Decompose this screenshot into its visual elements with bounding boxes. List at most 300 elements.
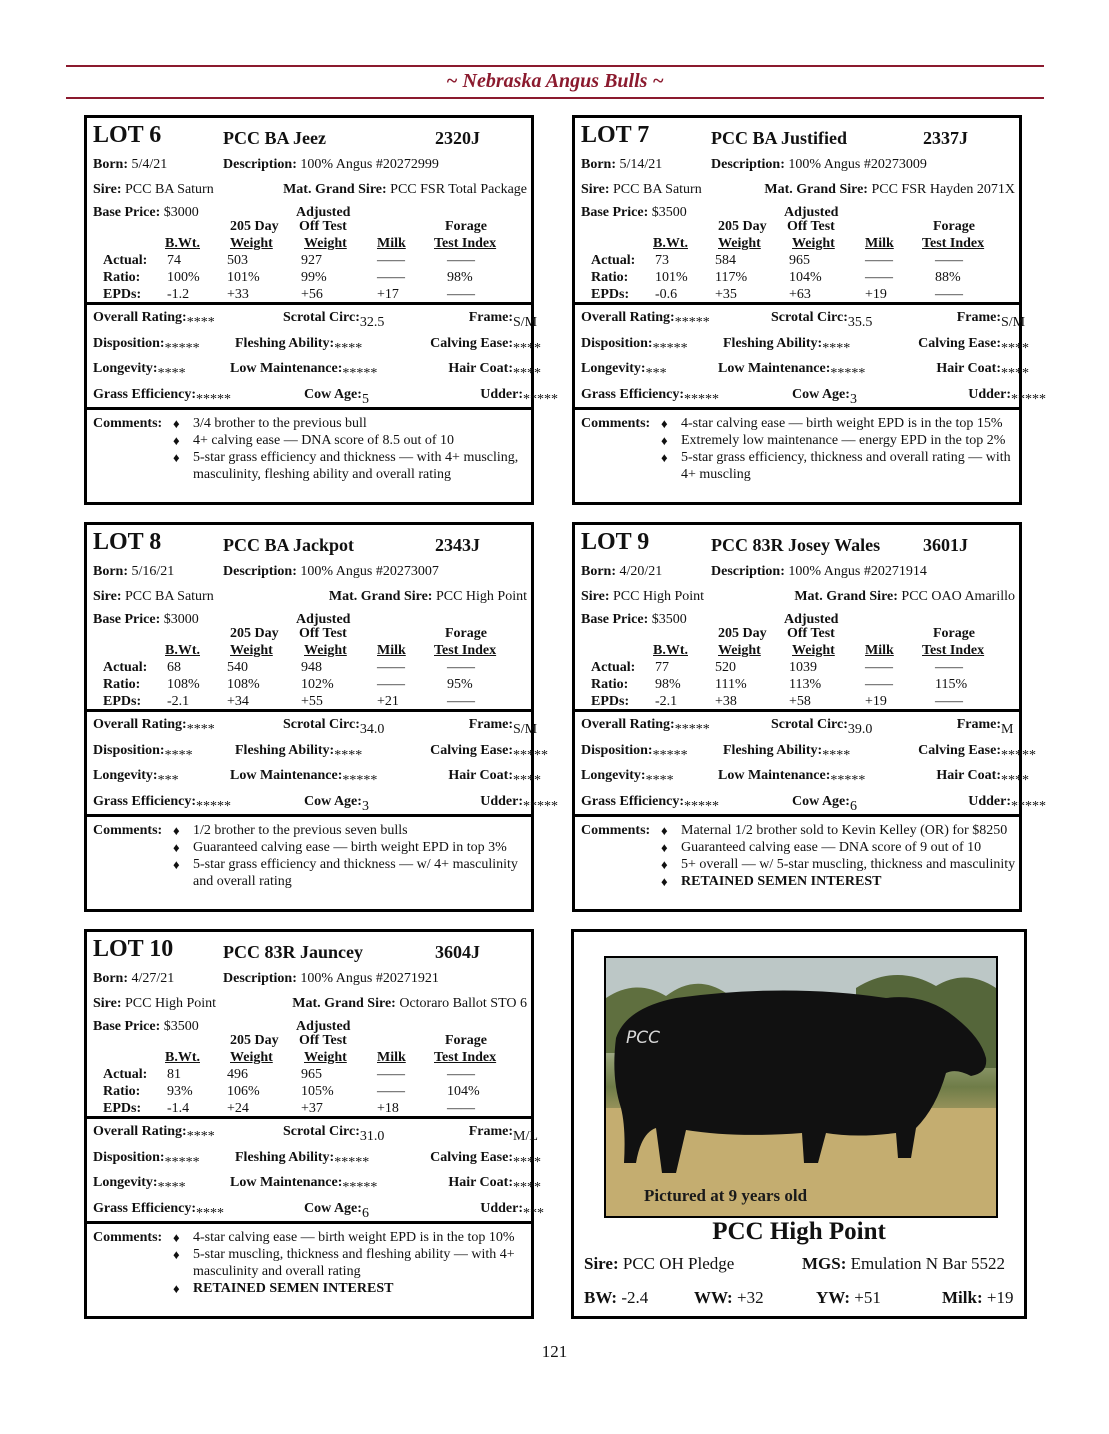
bull-id: 2320J: [435, 128, 480, 148]
col-off-test: Off Test: [787, 626, 835, 641]
cell-actual: ——: [377, 253, 405, 268]
performance-table: [87, 219, 531, 302]
frame: Frame: S/M: [468, 717, 538, 737]
comment-item: ♦ 5-star grass efficiency, thickness and overall rating — with 4+ muscling: [659, 449, 1019, 483]
performance-table: [87, 1033, 531, 1116]
col-test-index: Test Index: [434, 1050, 497, 1065]
lot-header: [87, 525, 531, 559]
col-milk: Milk: [377, 236, 406, 251]
cell-ratio: 108%: [167, 677, 200, 692]
cell-ratio: 113%: [789, 677, 822, 692]
cell-actual: ——: [447, 253, 475, 268]
sire: Sire: PCC BA Saturn: [581, 182, 702, 197]
cell-epds: ——: [447, 1101, 475, 1116]
cell-ratio: 101%: [655, 270, 688, 285]
cell-ratio: 104%: [447, 1084, 480, 1099]
bull-name: PCC 83R Jauncey: [223, 942, 363, 962]
scrotal-circ: Scrotal Circ: 35.5: [771, 310, 873, 330]
mat-grand-sire: Mat. Grand Sire: PCC FSR Hayden 2071X: [764, 182, 1015, 197]
price-row: [575, 202, 1019, 219]
sire: Sire: PCC High Point: [581, 589, 705, 604]
cell-epds: +17: [377, 287, 399, 302]
hair-coat: Hair Coat: ****: [936, 361, 1029, 381]
comment-item: ♦ 5-star grass efficiency and thickness — with 4+ muscling, masculinity, fleshing ability and overall rating: [171, 449, 531, 483]
comment-item: ♦ 4-star calving ease — birth weight EPD is in the top 10%: [171, 1229, 531, 1246]
longevity: Longevity: ***: [93, 768, 179, 788]
rating-row-2: [87, 1145, 541, 1171]
low-maintenance: Low Maintenance: *****: [718, 768, 866, 788]
comments: [575, 410, 1019, 487]
rating-row-2: [575, 331, 1029, 357]
low-maintenance: Low Maintenance: *****: [718, 361, 866, 381]
cell-epds: -2.1: [167, 694, 190, 709]
cell-ratio: ——: [377, 270, 405, 285]
rating-row-3: [575, 356, 1029, 382]
calving-ease: Calving Ease: *****: [918, 742, 1036, 763]
cell-actual: 520: [715, 660, 736, 675]
grass-efficiency: Grass Efficiency: ****: [93, 1200, 225, 1221]
cell-actual: 927: [301, 253, 322, 268]
cow-age: Cow Age: 3: [792, 386, 857, 407]
sire-row: [575, 177, 1019, 202]
col-weight-adj: Weight: [304, 1050, 347, 1065]
calving-ease: Calving Ease: ****: [430, 1149, 541, 1170]
col-weight: Weight: [230, 236, 273, 251]
cell-epds: +33: [227, 287, 249, 302]
comments: [87, 817, 531, 894]
cell-epds: ——: [935, 287, 963, 302]
cow-age: Cow Age: 6: [792, 793, 857, 814]
calving-ease: Calving Ease: ****: [430, 335, 541, 356]
cell-actual: 73: [655, 253, 669, 268]
comments-label: Comments:: [93, 416, 163, 431]
cell-ratio: 105%: [301, 1084, 334, 1099]
col-forage: Forage: [445, 1033, 487, 1048]
cell-epds: +19: [865, 694, 887, 709]
overall-rating: Overall Rating: ****: [93, 717, 215, 737]
col-off-test: Off Test: [299, 626, 347, 641]
featured-sire-name: PCC High Point: [712, 1218, 886, 1245]
longevity: Longevity: ****: [93, 1175, 186, 1195]
cell-ratio: 98%: [447, 270, 473, 285]
scrotal-circ: Scrotal Circ: 31.0: [283, 1124, 385, 1144]
cell-epds: -0.6: [655, 287, 678, 302]
low-maintenance: Low Maintenance: *****: [230, 361, 378, 381]
col-bwt: B.Wt.: [165, 643, 200, 658]
cell-ratio: 111%: [715, 677, 747, 692]
rating-row-3: [87, 356, 541, 382]
rating-row-2: [87, 738, 548, 764]
cell-actual: 540: [227, 660, 248, 675]
description: Description: 100% Angus #20273007: [223, 564, 439, 579]
col-bwt: B.Wt.: [165, 1050, 200, 1065]
disposition: Disposition: *****: [581, 742, 688, 763]
born: Born: 4/20/21: [581, 564, 663, 579]
rating-row-2: [575, 738, 1036, 764]
cell-epds: +18: [377, 1101, 399, 1116]
comment-item: ♦ 4+ calving ease — DNA score of 8.5 out of 10: [171, 432, 531, 449]
mat-grand-sire: Mat. Grand Sire: PCC High Point: [328, 589, 527, 604]
grass-efficiency: Grass Efficiency: *****: [581, 386, 720, 407]
longevity: Longevity: ****: [581, 768, 674, 788]
cow-age: Cow Age: 3: [304, 793, 369, 814]
cell-ratio: 95%: [447, 677, 473, 692]
rating-row-4: [575, 789, 1046, 815]
col-off-test: Off Test: [299, 219, 347, 234]
comment-item: ♦ 4-star calving ease — birth weight EPD is in the top 15%: [659, 415, 1019, 432]
cell-actual: ——: [377, 660, 405, 675]
sire: Sire: PCC High Point: [93, 996, 217, 1011]
price-row: [87, 202, 531, 219]
cell-epds: -1.2: [167, 287, 190, 302]
cell-epds: ——: [447, 694, 475, 709]
adjusted-header: Adjusted: [296, 205, 351, 220]
rating-row-2: [87, 331, 541, 357]
cow-age: Cow Age: 5: [304, 386, 369, 407]
row-epds-label: EPDs:: [591, 287, 630, 302]
cell-epds: +24: [227, 1101, 249, 1116]
col-205-day: 205 Day: [230, 219, 279, 234]
base-price: Base Price: $3500: [581, 205, 687, 220]
cell-ratio: ——: [377, 1084, 405, 1099]
col-off-test: Off Test: [299, 1033, 347, 1048]
col-weight: Weight: [718, 643, 761, 658]
rating-row-1: [87, 1119, 538, 1145]
cell-epds: -2.1: [655, 694, 678, 709]
performance-table: [575, 219, 1019, 302]
comments-label: Comments:: [93, 1230, 163, 1245]
cell-epds: +21: [377, 694, 399, 709]
lot-number: LOT 9: [581, 529, 650, 555]
rating-row-1: [87, 712, 538, 738]
col-weight-adj: Weight: [304, 236, 347, 251]
cell-actual: 1039: [789, 660, 817, 675]
featured-sire-milk: Milk: +19: [942, 1288, 1014, 1307]
scrotal-circ: Scrotal Circ: 34.0: [283, 717, 385, 737]
description: Description: 100% Angus #20272999: [223, 157, 439, 172]
featured-sire-bw: BW: -2.4: [584, 1288, 649, 1307]
cell-epds: +63: [789, 287, 811, 302]
cell-ratio: 108%: [227, 677, 260, 692]
cell-actual: ——: [377, 1067, 405, 1082]
born-row: [575, 152, 1019, 177]
disposition: Disposition: ****: [93, 742, 193, 763]
col-test-index: Test Index: [434, 643, 497, 658]
base-price: Base Price: $3000: [93, 205, 199, 220]
adjusted-header: Adjusted: [784, 612, 839, 627]
lot-header: [87, 932, 531, 966]
col-bwt: B.Wt.: [653, 643, 688, 658]
col-forage: Forage: [933, 219, 975, 234]
cell-actual: ——: [447, 660, 475, 675]
base-price: Base Price: $3000: [93, 612, 199, 627]
grass-efficiency: Grass Efficiency: *****: [93, 793, 232, 814]
price-row: [87, 609, 531, 626]
col-off-test: Off Test: [787, 219, 835, 234]
rating-row-3: [87, 763, 541, 789]
lot-number: LOT 8: [93, 529, 162, 555]
scrotal-circ: Scrotal Circ: 39.0: [771, 717, 873, 737]
comment-item: ♦ 3/4 brother to the previous bull: [171, 415, 531, 432]
cell-ratio: 106%: [227, 1084, 260, 1099]
lot-header: [87, 118, 531, 152]
udder: Udder: *****: [968, 793, 1046, 814]
hair-coat: Hair Coat: ****: [936, 768, 1029, 788]
disposition: Disposition: *****: [93, 1149, 200, 1170]
frame: Frame: S/M: [956, 310, 1026, 330]
comments-label: Comments:: [93, 823, 163, 838]
grass-efficiency: Grass Efficiency: *****: [93, 386, 232, 407]
comment-item: ♦ Maternal 1/2 brother sold to Kevin Kelley (OR) for $8250: [659, 822, 1019, 839]
sire: Sire: PCC BA Saturn: [93, 182, 214, 197]
bull-id: 3604J: [435, 942, 480, 962]
price-row: [87, 1016, 531, 1033]
sire-row: [87, 991, 531, 1016]
row-epds-label: EPDs:: [103, 694, 142, 709]
cell-ratio: 104%: [789, 270, 822, 285]
base-price: Base Price: $3500: [581, 612, 687, 627]
comment-item: ♦ Guaranteed calving ease — DNA score of 9 out of 10: [659, 839, 1019, 856]
rating-row-4: [87, 382, 558, 408]
frame: Frame: M: [956, 717, 1014, 737]
lot-card-9: [572, 522, 1046, 912]
comment-item: ♦ RETAINED SEMEN INTEREST: [171, 1280, 531, 1297]
header-rule-top: [66, 65, 1044, 67]
cell-epds: +37: [301, 1101, 323, 1116]
cell-ratio: 100%: [167, 270, 200, 285]
sire-row: [87, 177, 531, 202]
row-epds-label: EPDs:: [103, 1101, 142, 1116]
cell-actual: 74: [167, 253, 181, 268]
cell-ratio: ——: [865, 270, 893, 285]
fleshing-ability: Fleshing Ability: ****: [723, 742, 851, 763]
comments-label: Comments:: [581, 416, 651, 431]
row-actual-label: Actual:: [103, 1067, 148, 1082]
bull-name: PCC 83R Josey Wales: [711, 535, 881, 555]
col-bwt: B.Wt.: [653, 236, 688, 251]
col-forage: Forage: [445, 626, 487, 641]
rating-row-4: [87, 1196, 544, 1222]
born-row: [87, 966, 531, 991]
born-row: [87, 152, 531, 177]
col-forage: Forage: [445, 219, 487, 234]
cell-ratio: 88%: [935, 270, 961, 285]
cell-actual: 496: [227, 1067, 248, 1082]
col-205-day: 205 Day: [718, 626, 767, 641]
cell-epds: +19: [865, 287, 887, 302]
overall-rating: Overall Rating: ****: [93, 310, 215, 330]
row-actual-label: Actual:: [591, 660, 636, 675]
featured-sire-yw: YW: +51: [816, 1288, 881, 1307]
col-milk: Milk: [865, 643, 894, 658]
lot-header: [575, 525, 1019, 559]
col-weight: Weight: [718, 236, 761, 251]
frame: Frame: M/L: [468, 1124, 538, 1144]
description: Description: 100% Angus #20273009: [711, 157, 927, 172]
lot-number: LOT 6: [93, 122, 162, 148]
comment-item: ♦ Extremely low maintenance — energy EPD in the top 2%: [659, 432, 1019, 449]
performance-table: [87, 626, 531, 709]
calving-ease: Calving Ease: *****: [430, 742, 548, 763]
lot-number: LOT 10: [93, 936, 174, 962]
sire-row: [575, 584, 1019, 609]
row-ratio-label: Ratio:: [591, 270, 629, 285]
low-maintenance: Low Maintenance: *****: [230, 1175, 378, 1195]
born: Born: 5/14/21: [581, 157, 663, 172]
cell-actual: 584: [715, 253, 736, 268]
comment-item: ♦ RETAINED SEMEN INTEREST: [659, 873, 1019, 890]
calving-ease: Calving Ease: ****: [918, 335, 1029, 356]
udder: Udder: *****: [968, 386, 1046, 407]
scrotal-circ: Scrotal Circ: 32.5: [283, 310, 385, 330]
comment-item: ♦ 5-star muscling, thickness and fleshing ability — with 4+ masculinity and overall rating: [171, 1246, 531, 1280]
price-row: [575, 609, 1019, 626]
born: Born: 5/16/21: [93, 564, 175, 579]
cell-epds: +58: [789, 694, 811, 709]
photo-caption: Pictured at 9 years old: [644, 1186, 808, 1205]
low-maintenance: Low Maintenance: *****: [230, 768, 378, 788]
row-actual-label: Actual:: [103, 660, 148, 675]
fleshing-ability: Fleshing Ability: ****: [235, 742, 363, 763]
born: Born: 4/27/21: [93, 971, 175, 986]
comments: [87, 1224, 531, 1301]
row-ratio-label: Ratio:: [103, 1084, 141, 1099]
mat-grand-sire: Mat. Grand Sire: Octoraro Ballot STO 6: [292, 996, 527, 1011]
bull-id: 3601J: [923, 535, 968, 555]
cell-actual: 965: [789, 253, 810, 268]
overall-rating: Overall Rating: *****: [581, 310, 710, 330]
lot-card-10: [84, 929, 544, 1319]
cell-actual: ——: [935, 660, 963, 675]
cell-epds: ——: [935, 694, 963, 709]
hair-coat: Hair Coat: ****: [448, 1175, 541, 1195]
cell-epds: +38: [715, 694, 737, 709]
comment-item: ♦ Guaranteed calving ease — birth weight EPD in top 3%: [171, 839, 531, 856]
overall-rating: Overall Rating: ****: [93, 1124, 215, 1144]
cell-actual: ——: [865, 660, 893, 675]
sire: Sire: PCC BA Saturn: [93, 589, 214, 604]
lot-header: [575, 118, 1019, 152]
cell-ratio: 93%: [167, 1084, 193, 1099]
lot-card-6: [84, 115, 558, 505]
cell-epds: +35: [715, 287, 737, 302]
cell-actual: ——: [935, 253, 963, 268]
col-test-index: Test Index: [434, 236, 497, 251]
cell-epds: ——: [447, 287, 475, 302]
page-number: 121: [541, 1342, 568, 1361]
cell-actual: 503: [227, 253, 248, 268]
col-weight-adj: Weight: [792, 236, 835, 251]
featured-sire-card: [571, 929, 1027, 1319]
row-actual-label: Actual:: [591, 253, 636, 268]
bull-id: 2337J: [923, 128, 968, 148]
cell-ratio: 98%: [655, 677, 681, 692]
bull-name: PCC BA Jeez: [223, 128, 326, 148]
disposition: Disposition: *****: [581, 335, 688, 356]
page-title: ~ Nebraska Angus Bulls ~: [446, 70, 664, 92]
bull-photo: [604, 956, 998, 1218]
fleshing-ability: Fleshing Ability: *****: [235, 1149, 370, 1170]
row-ratio-label: Ratio:: [591, 677, 629, 692]
cell-actual: ——: [447, 1067, 475, 1082]
cell-actual: 77: [655, 660, 669, 675]
base-price: Base Price: $3500: [93, 1019, 199, 1034]
lot-card-7: [572, 115, 1046, 505]
cell-ratio: 117%: [715, 270, 748, 285]
cell-epds: -1.4: [167, 1101, 190, 1116]
udder: Udder: *****: [480, 793, 558, 814]
row-ratio-label: Ratio:: [103, 677, 141, 692]
comments-label: Comments:: [581, 823, 651, 838]
cell-ratio: ——: [377, 677, 405, 692]
col-test-index: Test Index: [922, 236, 985, 251]
lot-card-8: [84, 522, 558, 912]
photo-brand-text: PCC: [626, 1028, 660, 1048]
row-epds-label: EPDs:: [103, 287, 142, 302]
cell-epds: +34: [227, 694, 249, 709]
born-row: [575, 559, 1019, 584]
cell-ratio: 101%: [227, 270, 260, 285]
row-actual-label: Actual:: [103, 253, 148, 268]
col-forage: Forage: [933, 626, 975, 641]
overall-rating: Overall Rating: *****: [581, 717, 710, 737]
row-ratio-label: Ratio:: [103, 270, 141, 285]
fleshing-ability: Fleshing Ability: ****: [235, 335, 363, 356]
grass-efficiency: Grass Efficiency: *****: [581, 793, 720, 814]
cell-ratio: 99%: [301, 270, 327, 285]
mat-grand-sire: Mat. Grand Sire: PCC OAO Amarillo: [794, 589, 1015, 604]
adjusted-header: Adjusted: [784, 205, 839, 220]
cell-epds: +55: [301, 694, 323, 709]
cell-epds: +56: [301, 287, 323, 302]
cell-actual: 965: [301, 1067, 322, 1082]
col-205-day: 205 Day: [230, 1033, 279, 1048]
udder: Udder: *****: [480, 386, 558, 407]
featured-sire-mgs: MGS: Emulation N Bar 5522: [802, 1254, 1006, 1273]
bull-illustration: [606, 958, 996, 1216]
col-milk: Milk: [377, 643, 406, 658]
lot-number: LOT 7: [581, 122, 650, 148]
rating-row-4: [575, 382, 1046, 408]
cell-actual: 81: [167, 1067, 181, 1082]
rating-row-1: [575, 305, 1026, 331]
cell-actual: 68: [167, 660, 181, 675]
frame: Frame: S/M: [468, 310, 538, 330]
performance-table: [575, 626, 1019, 709]
hair-coat: Hair Coat: ****: [448, 361, 541, 381]
longevity: Longevity: ***: [581, 361, 667, 381]
longevity: Longevity: ****: [93, 361, 186, 381]
rating-row-3: [575, 763, 1029, 789]
description: Description: 100% Angus #20271914: [711, 564, 927, 579]
bull-name: PCC BA Justified: [711, 128, 848, 148]
bull-id: 2343J: [435, 535, 480, 555]
rating-row-3: [87, 1170, 541, 1196]
bull-name: PCC BA Jackpot: [223, 535, 355, 555]
cell-ratio: ——: [865, 677, 893, 692]
hair-coat: Hair Coat: ****: [448, 768, 541, 788]
comment-item: ♦ 5+ overall — w/ 5-star muscling, thickness and masculinity: [659, 856, 1019, 873]
adjusted-header: Adjusted: [296, 612, 351, 627]
col-test-index: Test Index: [922, 643, 985, 658]
comments: [575, 817, 1019, 894]
cow-age: Cow Age: 6: [304, 1200, 369, 1221]
featured-sire-sire: Sire: PCC OH Pledge: [584, 1254, 735, 1273]
col-milk: Milk: [865, 236, 894, 251]
col-weight-adj: Weight: [792, 643, 835, 658]
comment-item: ♦ 1/2 brother to the previous seven bulls: [171, 822, 531, 839]
rating-row-1: [87, 305, 538, 331]
